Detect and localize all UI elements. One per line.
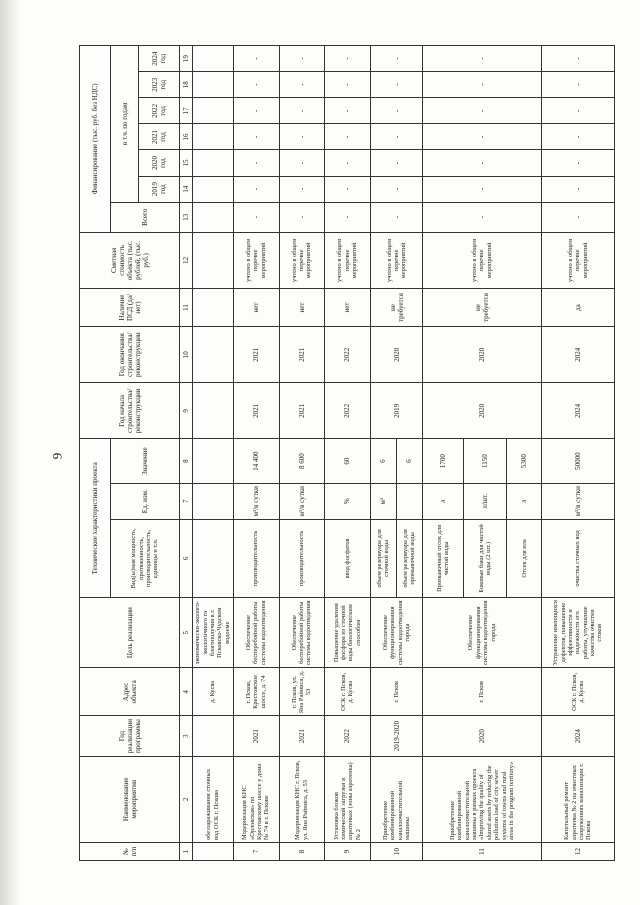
tech-param: Боковые баки для чистой воды (2 шт.)	[464, 519, 507, 597]
object-address: д. Кусва	[192, 668, 233, 716]
column-number-cell: 7	[180, 483, 192, 519]
column-number-cell: 3	[180, 716, 192, 756]
program-year: 2024	[542, 716, 615, 756]
table-row	[542, 46, 615, 861]
fin-year-value: -	[542, 98, 615, 124]
end-year: 2024	[542, 327, 615, 383]
column-number-cell: 4	[180, 668, 192, 716]
fin-year-value	[192, 72, 233, 98]
tech-value	[192, 439, 233, 483]
event-name: Модернизация КНС г. Псков, ул. Яна Райниса, д. 53	[279, 756, 324, 842]
header-fin-group: Финансирование (тыс. руб. без НДС)	[80, 46, 111, 233]
event-name: Капитальный ремонт аэротенка № 2 на очистных сооружениях канализации г. Пскова	[542, 756, 615, 842]
fin-year-value: -	[233, 72, 279, 98]
fin-year-value: -	[370, 124, 422, 150]
fin-year-value	[192, 98, 233, 124]
fin-total: -	[279, 202, 324, 232]
fin-year-value: -	[279, 124, 324, 150]
column-number-row	[180, 46, 192, 861]
object-address: ОСК г. Псков, д. Кусва	[324, 668, 370, 716]
tech-value: 1150	[464, 439, 507, 483]
table-row	[233, 46, 279, 861]
fin-total: -	[370, 202, 422, 232]
end-year: 2021	[233, 327, 279, 383]
fin-year-value: -	[370, 98, 422, 124]
header-year-cell: 2023 год	[139, 72, 180, 98]
start-year: 2021	[233, 383, 279, 439]
tech-unit: м³/в сутки	[542, 483, 615, 519]
object-address: г. Псков	[370, 668, 422, 716]
table-row	[279, 46, 324, 861]
tech-value: 8 600	[279, 439, 324, 483]
estimated-cost: учтено в общем перечне мероприятий	[423, 232, 542, 288]
fin-year-value: -	[324, 72, 370, 98]
implementation-goal: Обеспечение функционирования системы водоотведения города	[370, 598, 422, 668]
implementation-goal: Обеспечение бесперебойной работы системы водоотведения	[233, 598, 279, 668]
implementation-goal: Обеспечение функционирования системы водоотведения города	[423, 598, 542, 668]
estimated-cost: учтено в общем перечне мероприятий	[370, 232, 422, 288]
header-year-cell: 2021 год	[139, 124, 180, 150]
end-year	[192, 327, 233, 383]
table-row	[370, 46, 396, 861]
tech-param: объем резервуара для промывочной воды	[396, 519, 423, 597]
page-number: 9	[49, 452, 65, 460]
header-fin-sub: в т.ч. по годам	[110, 46, 139, 203]
fin-year-value: -	[279, 98, 324, 124]
fin-total: -	[542, 202, 615, 232]
column-number-cell: 15	[180, 150, 192, 176]
estimated-cost: учтено в общем перечне мероприятий	[279, 232, 324, 288]
tech-value: 6	[396, 439, 423, 483]
fin-total: -	[324, 202, 370, 232]
fin-year-value: -	[233, 176, 279, 202]
column-number-cell: 8	[180, 439, 192, 483]
tech-unit: %	[324, 483, 370, 519]
psd-status: нет	[279, 288, 324, 326]
tech-param: объем резервуара для сточной воды	[370, 519, 396, 597]
fin-year-value: -	[423, 150, 542, 176]
fin-year-value: -	[233, 46, 279, 72]
fin-year-value: -	[370, 150, 422, 176]
tech-param: производительность	[279, 519, 324, 597]
start-year: 2022	[324, 383, 370, 439]
object-address: г. Псков	[423, 668, 542, 716]
implementation-goal: Обеспечение бесперебойной работы системы водоотведения	[279, 598, 324, 668]
event-name: Приобретение комбинированной каналоочистительной машины в рамках проекта «Improving the quality of shared assets by reducing the pollution load of city sewer systems of towns and rural areas in the program territory»	[423, 756, 542, 842]
end-year: 2022	[324, 327, 370, 383]
fin-year-value: -	[542, 46, 615, 72]
start-year: 2020	[423, 383, 542, 439]
tech-value: 1700	[423, 439, 464, 483]
header-goal: Цель реализации	[80, 598, 180, 668]
column-number-cell: 10	[180, 327, 192, 383]
fin-year-value: -	[324, 176, 370, 202]
row-number: 11	[423, 842, 542, 860]
tech-unit: м³/в сутки	[279, 483, 324, 519]
investment-program-table	[79, 45, 615, 861]
header-psd: Наличие ПСД (да/нет)	[80, 288, 180, 326]
object-address: г. Псков, ул. Яна Райниса, д. 53	[279, 668, 324, 716]
end-year: 2020	[370, 327, 422, 383]
object-address: ОСК г. Псков, д. Кусва	[542, 668, 615, 716]
fin-year-value: -	[370, 72, 422, 98]
fin-year-value	[192, 150, 233, 176]
fin-year-value: -	[370, 46, 422, 72]
estimated-cost	[192, 232, 233, 288]
column-number-cell: 9	[180, 383, 192, 439]
estimated-cost: учтено в общем перечне мероприятий	[324, 232, 370, 288]
header-address: Адрес объекта	[80, 668, 180, 716]
row-number: 12	[542, 842, 615, 860]
fin-total: -	[423, 202, 542, 232]
tech-unit: л	[507, 483, 542, 519]
program-year: 2021	[279, 716, 324, 756]
event-name: обеззараживания сточных вод ОСК г. Пскова	[192, 756, 233, 842]
fin-year-value: -	[324, 46, 370, 72]
tech-unit	[192, 483, 233, 519]
tech-param: Промывочный отсек для чистой воды	[423, 519, 464, 597]
fin-year-value: -	[324, 150, 370, 176]
tech-param: Отсек для ила	[507, 519, 542, 597]
psd-status: нет	[233, 288, 279, 326]
header-no: № п/п	[80, 842, 180, 860]
header-fin-total: Всего	[110, 202, 180, 232]
tech-param: производительность	[233, 519, 279, 597]
row-number: 10	[370, 842, 422, 860]
column-number-cell: 2	[180, 756, 192, 842]
fin-year-value: -	[542, 176, 615, 202]
fin-year-value: -	[279, 72, 324, 98]
psd-status: не требуется	[370, 288, 422, 326]
object-address: г. Псков, Крестовское шоссе, д. 74	[233, 668, 279, 716]
tech-unit: м³/в сутки	[233, 483, 279, 519]
psd-status	[192, 288, 233, 326]
header-year-cell: 2019 год	[139, 176, 180, 202]
implementation-goal: Повышение удаления фосфора из сточной воды биологическим способом	[324, 598, 370, 668]
tech-value: 50000	[542, 439, 615, 483]
row-number	[192, 842, 233, 860]
column-number-cell: 17	[180, 98, 192, 124]
event-name: Приобретение комбинированной каналоочистительной машины	[370, 756, 422, 842]
fin-year-value: -	[233, 98, 279, 124]
tech-value: 6	[370, 439, 396, 483]
program-year: 2019-2020	[370, 716, 422, 756]
row-number: 9	[324, 842, 370, 860]
table-row	[324, 46, 370, 861]
program-year: 2020	[423, 716, 542, 756]
column-number-cell: 6	[180, 519, 192, 597]
tech-param: очистка сточных вод	[542, 519, 615, 597]
tech-param: ввод фосфатов	[324, 519, 370, 597]
tech-value: 5300	[507, 439, 542, 483]
fin-year-value: -	[542, 72, 615, 98]
column-number-cell: 1	[180, 842, 192, 860]
start-year: 2021	[279, 383, 324, 439]
column-number-cell: 14	[180, 176, 192, 202]
fin-year-value: -	[423, 176, 542, 202]
fin-year-value: -	[542, 124, 615, 150]
tech-unit: л/шт.	[464, 483, 507, 519]
header-tech-unit: Ед. изм.	[110, 483, 180, 519]
header-year-cell: 2020 год	[139, 150, 180, 176]
fin-year-value: -	[324, 98, 370, 124]
column-number-cell: 19	[180, 46, 192, 72]
fin-year-value: -	[542, 150, 615, 176]
column-number-cell: 5	[180, 598, 192, 668]
estimated-cost: учтено в общем перечне мероприятий	[542, 232, 615, 288]
start-year: 2019	[370, 383, 422, 439]
fin-year-value: -	[423, 98, 542, 124]
header-year-cell: 2022 год	[139, 98, 180, 124]
header-name: Наименование мероприятия	[80, 756, 180, 842]
header-end: Год окончания строительства/реконструкции	[80, 327, 180, 383]
event-name: Модернизация КНС «Орловская» по Крестовскому шоссе у дома № 74 в г. Пскове	[233, 756, 279, 842]
fin-total	[192, 202, 233, 232]
fin-year-value	[192, 46, 233, 72]
implementation-goal: Устранение имеющихся дефектов, повышение эффективности и надежности его работы, улучшение качества очистки стоков	[542, 598, 615, 668]
row-number: 8	[279, 842, 324, 860]
table-row	[192, 46, 233, 861]
column-number-cell: 18	[180, 72, 192, 98]
fin-year-value: -	[423, 72, 542, 98]
fin-year-value: -	[279, 150, 324, 176]
tech-unit: л	[423, 483, 464, 519]
fin-year-value: -	[279, 46, 324, 72]
program-year	[192, 716, 233, 756]
fin-year-value: -	[233, 124, 279, 150]
psd-status: нет	[324, 288, 370, 326]
header-cost: Сметная стоимость объекта (тыс. рублей, (тыс. руб.)	[80, 232, 180, 288]
fin-year-value	[192, 124, 233, 150]
fin-year-value: -	[370, 176, 422, 202]
end-year: 2020	[423, 327, 542, 383]
end-year: 2021	[279, 327, 324, 383]
program-year: 2022	[324, 716, 370, 756]
fin-year-value: -	[324, 124, 370, 150]
header-year: Год реализации программы	[80, 716, 180, 756]
tech-unit: м³	[370, 483, 396, 519]
event-name: Установка блоков химической загрузки в аэротенках (зоны аэротенка) № 2	[324, 756, 370, 842]
column-number-cell: 13	[180, 202, 192, 232]
fin-year-value	[192, 176, 233, 202]
tech-unit	[396, 483, 423, 519]
fin-year-value: -	[233, 150, 279, 176]
psd-status: да	[542, 288, 615, 326]
column-number-cell: 16	[180, 124, 192, 150]
header-tech-param: Вид(ы)мая мощность, протяженность, производительность, единицы и т.п.	[110, 519, 180, 597]
fin-year-value: -	[423, 46, 542, 72]
header-year-cell: 2024 год	[139, 46, 180, 72]
row-number: 7	[233, 842, 279, 860]
implementation-goal: экономически-эколого-экологичного го благополучия в г. Псковско-Чудском водоеме	[192, 598, 233, 668]
start-year	[192, 383, 233, 439]
program-year: 2021	[233, 716, 279, 756]
rotated-sheet	[79, 45, 615, 861]
start-year: 2024	[542, 383, 615, 439]
column-number-cell: 12	[180, 232, 192, 288]
table-row	[423, 46, 464, 861]
fin-year-value: -	[279, 176, 324, 202]
fin-year-value: -	[423, 124, 542, 150]
header-start: Год начала строительства/реконструкции	[80, 383, 180, 439]
tech-param	[192, 519, 233, 597]
header-tech-group: Технические характеристики проекта	[80, 439, 111, 598]
fin-total: -	[233, 202, 279, 232]
header-tech-value: Значение	[110, 439, 180, 483]
tech-value: 14 400	[233, 439, 279, 483]
column-number-cell: 11	[180, 288, 192, 326]
tech-value: 60	[324, 439, 370, 483]
estimated-cost: учтено в общем перечне мероприятий	[233, 232, 279, 288]
psd-status: не требуется	[423, 288, 542, 326]
scan-edge-shadow	[0, 0, 22, 905]
